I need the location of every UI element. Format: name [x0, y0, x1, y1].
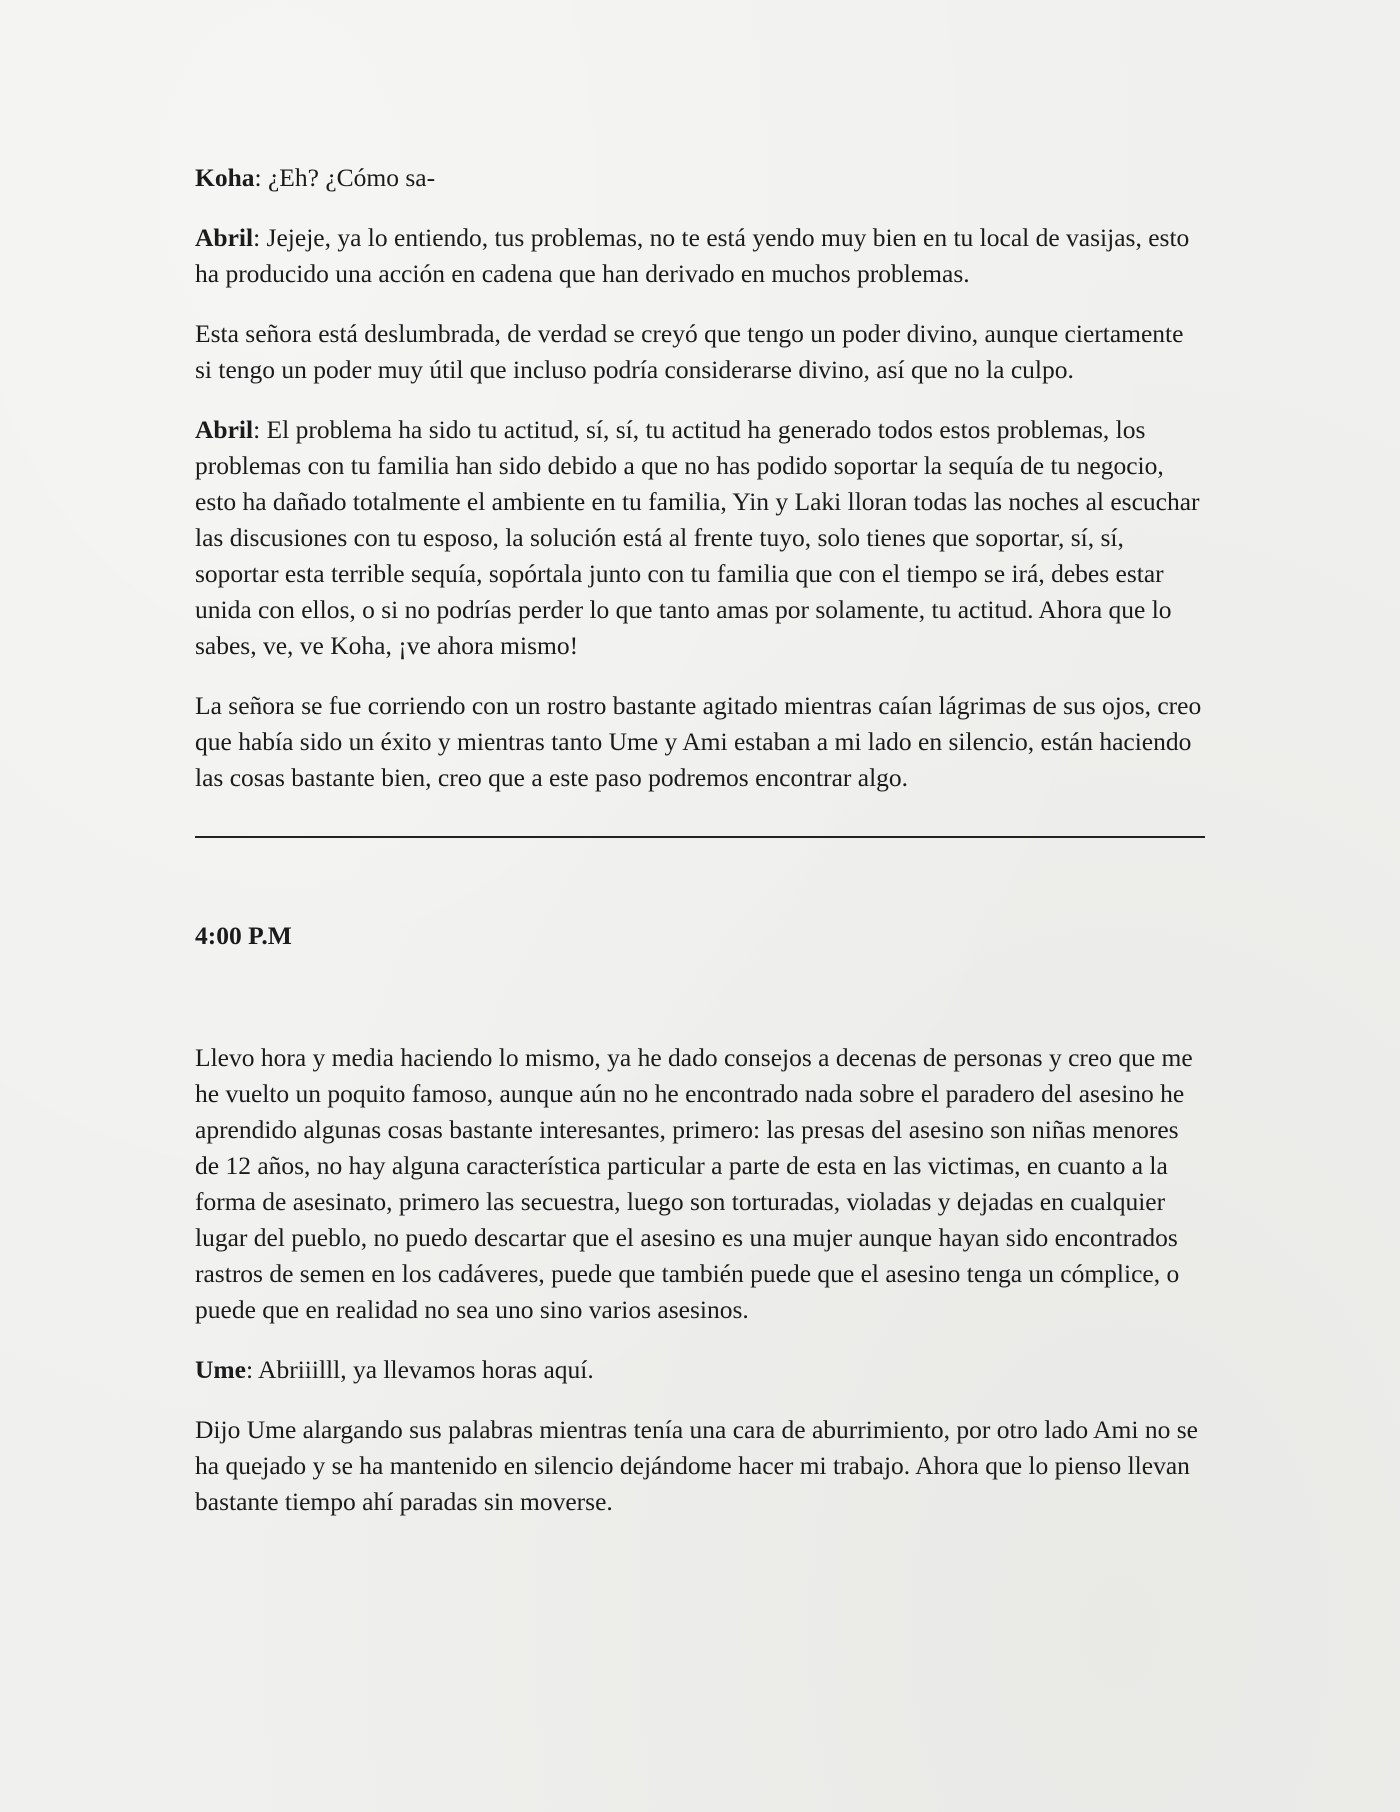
section-divider — [195, 836, 1205, 838]
dialogue-text: : El problema ha sido tu actitud, sí, sí, tu actitud ha generado todos estos problemas, los problemas con tu familia han sido debido a que no has podido soportar la sequía de tu negocio, esto ha dañado totalmente el ambiente en tu familia, Yin y Laki lloran todas las noches al escuchar las discusiones con tu esposo, la solución está al frente tuyo, solo tienes que soportar, sí, sí, soportar esta terrible sequía, sopórtala junto con tu familia que con el tiempo se irá, debes estar unida con ellos, o si no podrías perder lo que tanto amas por solamente, tu actitud. Ahora que lo sabes, ve, ve Koha, ¡ve ahora mismo! — [195, 415, 1200, 660]
dialogue-koha — [195, 160, 1205, 196]
speaker-name: Abril — [195, 223, 254, 252]
dialogue-text: : Abriiilll, ya llevamos horas aquí. — [245, 1355, 594, 1384]
time-heading: 4:00 P.M — [195, 921, 292, 950]
dialogue-abril-1 — [195, 220, 1205, 292]
speaker-name: Ume — [195, 1355, 246, 1384]
speaker-name: Koha — [195, 163, 255, 192]
dialogue-ume — [195, 1352, 1205, 1388]
narration-paragraph-1: Esta señora está deslumbrada, de verdad se creyó que tengo un poder divino, aunque ciertamente si tengo un poder muy útil que incluso podría considerarse divino, así que no la culpo. — [195, 319, 1184, 384]
dialogue-text: : Jejeje, ya lo entiendo, tus problemas, no te está yendo muy bien en tu local de vasijas, esto ha producido una acción en cadena que han derivado en muchos problemas. — [195, 223, 1190, 288]
narration-paragraph-2: La señora se fue corriendo con un rostro bastante agitado mientras caían lágrimas de sus ojos, creo que había sido un éxito y mientras tanto Ume y Ami estaban a mi lado en silencio, están haciendo las cosas bastante bien, creo que a este paso podremos encontrar algo. — [195, 691, 1202, 792]
dialogue-abril-2 — [195, 412, 1205, 664]
narration-paragraph-4: Dijo Ume alargando sus palabras mientras tenía una cara de aburrimiento, por otro lado Ami no se ha quejado y se ha mantenido en silencio dejándome hacer mi trabajo. Ahora que lo pienso llevan bastante tiempo ahí paradas sin moverse. — [195, 1415, 1198, 1516]
document-body — [195, 160, 1205, 1544]
speaker-name: Abril — [195, 415, 254, 444]
narration-paragraph-3: Llevo hora y media haciendo lo mismo, ya he dado consejos a decenas de personas y creo que me he vuelto un poquito famoso, aunque aún no he encontrado nada sobre el paradero del asesino he aprendido algunas cosas bastante interesantes, primero: las presas del asesino son niñas menores de 12 años, no hay alguna característica particular a parte de esta en las victimas, en cuanto a la forma de asesinato, primero las secuestra, luego son torturadas, violadas y dejadas en cualquier lugar del pueblo, no puedo descartar que el asesino es una mujer aunque hayan sido encontrados rastros de semen en los cadáveres, puede que también puede que el asesino tenga un cómplice, o puede que en realidad no sea uno sino varios asesinos. — [195, 1043, 1193, 1324]
dialogue-text: : ¿Eh? ¿Cómo sa- — [254, 163, 436, 192]
